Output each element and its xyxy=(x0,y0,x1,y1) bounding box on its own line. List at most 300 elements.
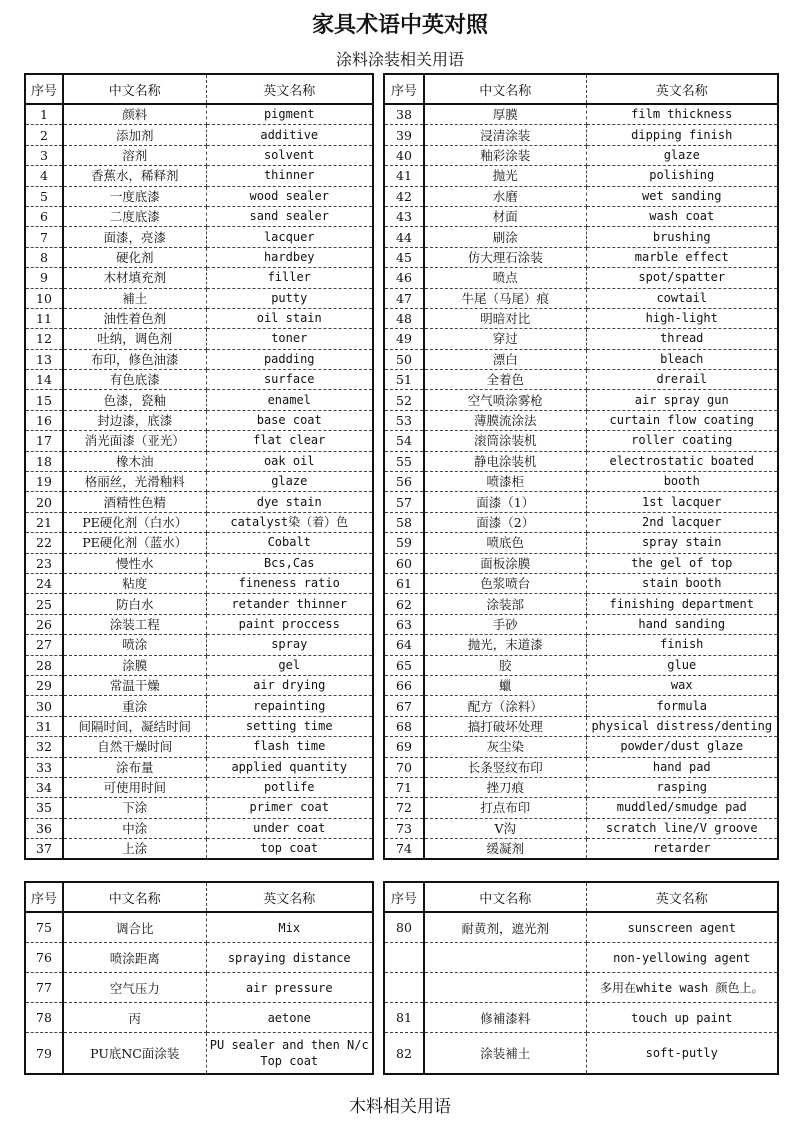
row-number: 40 xyxy=(384,145,424,165)
english-term: under coat xyxy=(206,818,373,838)
english-term: putty xyxy=(206,288,373,308)
header-cn: 中文名称 xyxy=(424,74,586,104)
row-number: 28 xyxy=(25,655,63,675)
chinese-term: 涂装工程 xyxy=(63,614,206,634)
table-row xyxy=(25,533,373,553)
table-row xyxy=(25,798,373,818)
english-term: toner xyxy=(206,329,373,349)
table-row xyxy=(384,288,778,308)
table-row xyxy=(384,390,778,410)
english-term: hand pad xyxy=(586,757,778,777)
chinese-term: 打点布印 xyxy=(424,798,586,818)
chinese-term: 有色底漆 xyxy=(63,370,206,390)
chinese-term: 涂装部 xyxy=(424,594,586,614)
header-cn: 中文名称 xyxy=(424,882,586,912)
english-term: air pressure xyxy=(206,973,373,1003)
row-number: 74 xyxy=(384,839,424,860)
row-number: 15 xyxy=(25,390,63,410)
table-row xyxy=(384,512,778,532)
table-row xyxy=(384,145,778,165)
english-term: dipping finish xyxy=(586,125,778,145)
chinese-term: 手砂 xyxy=(424,614,586,634)
english-term: oil stain xyxy=(206,308,373,328)
row-number: 54 xyxy=(384,431,424,451)
table-row xyxy=(384,798,778,818)
chinese-term: 喷点 xyxy=(424,268,586,288)
row-number: 3 xyxy=(25,145,63,165)
english-term: muddled/smudge pad xyxy=(586,798,778,818)
chinese-term: 二度底漆 xyxy=(63,206,206,226)
english-term: 1st lacquer xyxy=(586,492,778,512)
chinese-term: 色浆喷台 xyxy=(424,573,586,593)
english-term: roller coating xyxy=(586,431,778,451)
header-en: 英文名称 xyxy=(206,74,373,104)
table-row xyxy=(25,104,373,125)
english-term: 2nd lacquer xyxy=(586,512,778,532)
english-term: PU sealer and then N/c Top coat xyxy=(209,1038,369,1068)
chinese-term: 木材填充剂 xyxy=(63,268,206,288)
row-number: 4 xyxy=(25,166,63,186)
table-row xyxy=(384,1033,778,1075)
table-row xyxy=(384,533,778,553)
english-term: filler xyxy=(206,268,373,288)
table-row xyxy=(25,737,373,757)
row-number: 32 xyxy=(25,737,63,757)
english-term: wash coat xyxy=(586,206,778,226)
table-row xyxy=(25,573,373,593)
english-term: thread xyxy=(586,329,778,349)
chinese-term: 自然干燥时间 xyxy=(63,737,206,757)
table-row xyxy=(25,512,373,532)
english-term: physical distress/denting xyxy=(586,716,778,736)
table-row xyxy=(25,308,373,328)
english-term: additive xyxy=(206,125,373,145)
row-number: 18 xyxy=(25,451,63,471)
table-row xyxy=(384,594,778,614)
table-row xyxy=(25,839,373,860)
chinese-term: 水磨 xyxy=(424,186,586,206)
row-number: 59 xyxy=(384,533,424,553)
chinese-term: 刷涂 xyxy=(424,227,586,247)
row-number: 46 xyxy=(384,268,424,288)
header-cn: 中文名称 xyxy=(63,882,206,912)
header-num: 序号 xyxy=(25,882,63,912)
english-term: potlife xyxy=(206,777,373,797)
row-number: 37 xyxy=(25,839,63,860)
table-row xyxy=(384,451,778,471)
english-term: fineness ratio xyxy=(206,573,373,593)
header-num: 序号 xyxy=(384,74,424,104)
chinese-term: 消光面漆（亚光） xyxy=(63,431,206,451)
row-number: 65 xyxy=(384,655,424,675)
english-term: curtain flow coating xyxy=(586,410,778,430)
table-row xyxy=(25,492,373,512)
chinese-term: 喷涂距离 xyxy=(63,943,206,973)
table-row xyxy=(25,777,373,797)
row-number: 49 xyxy=(384,329,424,349)
english-term: sunscreen agent xyxy=(586,912,778,943)
english-term: aetone xyxy=(206,1003,373,1033)
row-number: 67 xyxy=(384,696,424,716)
chinese-term: 静电涂装机 xyxy=(424,451,586,471)
table-row xyxy=(384,472,778,492)
row-number: 23 xyxy=(25,553,63,573)
table-row xyxy=(384,492,778,512)
table-row xyxy=(25,390,373,410)
row-number: 76 xyxy=(25,943,63,973)
row-number: 57 xyxy=(384,492,424,512)
row-number: 24 xyxy=(25,573,63,593)
chinese-term: PE硬化剂（蓝水） xyxy=(63,533,206,553)
chinese-term: 配方（涂料） xyxy=(424,696,586,716)
row-number: 53 xyxy=(384,410,424,430)
row-number: 75 xyxy=(25,912,63,943)
table-row xyxy=(25,635,373,655)
english-term: enamel xyxy=(206,390,373,410)
chinese-term: 胶 xyxy=(424,655,586,675)
chinese-term: 防白水 xyxy=(63,594,206,614)
chinese-term: 牛尾（马尾）痕 xyxy=(424,288,586,308)
english-term: repainting xyxy=(206,696,373,716)
chinese-term: 油性着色剂 xyxy=(63,308,206,328)
english-term: non-yellowing agent xyxy=(586,943,778,973)
header-en: 英文名称 xyxy=(586,74,778,104)
row-number: 25 xyxy=(25,594,63,614)
chinese-term: 硬化剂 xyxy=(63,247,206,267)
chinese-term: 薄膜流涂法 xyxy=(424,410,586,430)
chinese-term xyxy=(424,973,586,1003)
row-number: 41 xyxy=(384,166,424,186)
chinese-term: 长条竖纹布印 xyxy=(424,757,586,777)
english-term: hand sanding xyxy=(586,614,778,634)
row-number: 33 xyxy=(25,757,63,777)
table-row xyxy=(384,737,778,757)
row-number: 64 xyxy=(384,635,424,655)
row-number: 47 xyxy=(384,288,424,308)
row-number: 14 xyxy=(25,370,63,390)
chinese-term: 喷漆柜 xyxy=(424,472,586,492)
english-term: film thickness xyxy=(586,104,778,125)
english-term: air spray gun xyxy=(586,390,778,410)
table-row xyxy=(384,943,778,973)
row-number: 9 xyxy=(25,268,63,288)
terms-table-left xyxy=(24,73,374,860)
english-term: Mix xyxy=(206,912,373,943)
row-number: 16 xyxy=(25,410,63,430)
chinese-term: 酒精性色精 xyxy=(63,492,206,512)
row-number: 2 xyxy=(25,125,63,145)
chinese-term: 缓凝剂 xyxy=(424,839,586,860)
table-row xyxy=(25,912,373,943)
english-term: polishing xyxy=(586,166,778,186)
row-number: 73 xyxy=(384,818,424,838)
chinese-term: 面漆（1） xyxy=(424,492,586,512)
chinese-term: 抛光，末道漆 xyxy=(424,635,586,655)
english-term: booth xyxy=(586,472,778,492)
table-row xyxy=(384,308,778,328)
table-row xyxy=(25,349,373,369)
table-row xyxy=(25,431,373,451)
english-term: spraying distance xyxy=(206,943,373,973)
row-number: 1 xyxy=(25,104,63,125)
chinese-term: 重涂 xyxy=(63,696,206,716)
table-row xyxy=(25,227,373,247)
chinese-term: 漂白 xyxy=(424,349,586,369)
row-number: 69 xyxy=(384,737,424,757)
row-number xyxy=(384,973,424,1003)
row-number: 12 xyxy=(25,329,63,349)
chinese-term: V沟 xyxy=(424,818,586,838)
row-number: 27 xyxy=(25,635,63,655)
english-term: oak oil xyxy=(206,451,373,471)
row-number: 70 xyxy=(384,757,424,777)
chinese-term: 蠟 xyxy=(424,675,586,695)
english-term: bleach xyxy=(586,349,778,369)
english-term: hardbey xyxy=(206,247,373,267)
table-row xyxy=(25,451,373,471)
table-row xyxy=(384,573,778,593)
chinese-term: 空气喷涂雾枪 xyxy=(424,390,586,410)
table-header-row xyxy=(384,882,778,912)
english-term: paint proccess xyxy=(206,614,373,634)
row-number: 56 xyxy=(384,472,424,492)
row-number: 5 xyxy=(25,186,63,206)
table-row xyxy=(25,675,373,695)
table-row xyxy=(384,553,778,573)
table-row xyxy=(384,125,778,145)
chinese-term: 涂布量 xyxy=(63,757,206,777)
chinese-term: 全着色 xyxy=(424,370,586,390)
chinese-term: 香蕉水，稀释剂 xyxy=(63,166,206,186)
english-term: soft-putly xyxy=(645,1046,718,1060)
row-number: 58 xyxy=(384,512,424,532)
table-row xyxy=(25,973,373,1003)
row-number: 78 xyxy=(25,1003,63,1033)
english-term: glue xyxy=(586,655,778,675)
chinese-term: 涂装補土 xyxy=(424,1033,586,1075)
row-number: 63 xyxy=(384,614,424,634)
table-row xyxy=(384,1003,778,1033)
english-term: drerail xyxy=(586,370,778,390)
table-row xyxy=(384,675,778,695)
english-term: padding xyxy=(206,349,373,369)
row-number: 22 xyxy=(25,533,63,553)
english-term: spray stain xyxy=(586,533,778,553)
table-row xyxy=(384,696,778,716)
chinese-term: 挫刀痕 xyxy=(424,777,586,797)
english-term: spray xyxy=(206,635,373,655)
chinese-term: 喷涂 xyxy=(63,635,206,655)
table-row xyxy=(384,655,778,675)
table-row xyxy=(25,1033,373,1075)
chinese-term: 搞打破坏处理 xyxy=(424,716,586,736)
table-row xyxy=(25,1003,373,1033)
table-row xyxy=(25,186,373,206)
table-row xyxy=(384,839,778,860)
row-number: 81 xyxy=(384,1003,424,1033)
row-number: 50 xyxy=(384,349,424,369)
table-row xyxy=(384,635,778,655)
english-term: the gel of top xyxy=(586,553,778,573)
chinese-term: 浸清涂装 xyxy=(424,125,586,145)
table-row xyxy=(25,288,373,308)
chinese-term: 面漆，亮漆 xyxy=(63,227,206,247)
terms-table-right xyxy=(383,73,779,860)
table-row xyxy=(384,370,778,390)
chinese-term: 颜料 xyxy=(63,104,206,125)
table-header-row xyxy=(25,74,373,104)
header-en: 英文名称 xyxy=(206,882,373,912)
table-row xyxy=(25,943,373,973)
chinese-term: 常温干燥 xyxy=(63,675,206,695)
table-row xyxy=(384,973,778,1003)
table-row xyxy=(25,553,373,573)
table-row xyxy=(384,757,778,777)
row-number: 35 xyxy=(25,798,63,818)
chinese-term: 喷底色 xyxy=(424,533,586,553)
table-row xyxy=(25,472,373,492)
chinese-term: PE硬化剂（白水） xyxy=(63,512,206,532)
english-term: stain booth xyxy=(586,573,778,593)
row-number: 82 xyxy=(384,1033,424,1075)
english-term: lacquer xyxy=(206,227,373,247)
row-number: 52 xyxy=(384,390,424,410)
chinese-term: 可使用时间 xyxy=(63,777,206,797)
row-number: 42 xyxy=(384,186,424,206)
row-number: 30 xyxy=(25,696,63,716)
english-term: marble effect xyxy=(586,247,778,267)
terms-table-bottom-right xyxy=(383,881,779,1075)
english-term: high-light xyxy=(586,308,778,328)
terms-table-bottom-left xyxy=(24,881,374,1075)
english-term: powder/dust glaze xyxy=(586,737,778,757)
table-row xyxy=(384,268,778,288)
chinese-term: 涂膜 xyxy=(63,655,206,675)
english-term: gel xyxy=(206,655,373,675)
table-body xyxy=(25,104,373,859)
table-row xyxy=(384,777,778,797)
table-header-row xyxy=(25,882,373,912)
english-term: wet sanding xyxy=(586,186,778,206)
table-body xyxy=(384,912,778,1074)
english-term: thinner xyxy=(206,166,373,186)
row-number: 71 xyxy=(384,777,424,797)
table-row xyxy=(25,268,373,288)
chinese-term xyxy=(424,943,586,973)
english-term: finish xyxy=(586,635,778,655)
chinese-term: 吐纳，调色剂 xyxy=(63,329,206,349)
chinese-term: 丙 xyxy=(63,1003,206,1033)
chinese-term: 下涂 xyxy=(63,798,206,818)
table-row xyxy=(25,716,373,736)
table-row xyxy=(25,410,373,430)
english-term: air drying xyxy=(206,675,373,695)
chinese-term: 抛光 xyxy=(424,166,586,186)
row-number: 17 xyxy=(25,431,63,451)
chinese-term: 布印，修色油漆 xyxy=(63,349,206,369)
english-term: surface xyxy=(206,370,373,390)
row-number: 13 xyxy=(25,349,63,369)
english-term: spot/spatter xyxy=(586,268,778,288)
chinese-term: 空气压力 xyxy=(63,973,206,1003)
english-term: Cobalt xyxy=(206,533,373,553)
table-row xyxy=(384,104,778,125)
chinese-term: 慢性水 xyxy=(63,553,206,573)
chinese-term: 補土 xyxy=(63,288,206,308)
chinese-term: 灰尘染 xyxy=(424,737,586,757)
row-number: 20 xyxy=(25,492,63,512)
row-number: 66 xyxy=(384,675,424,695)
table-row xyxy=(25,594,373,614)
table-row xyxy=(384,329,778,349)
document-title: 家具术语中英对照 xyxy=(311,12,488,38)
row-number: 79 xyxy=(25,1033,63,1075)
row-number: 6 xyxy=(25,206,63,226)
row-number: 34 xyxy=(25,777,63,797)
english-term: brushing xyxy=(586,227,778,247)
chinese-term: 粘度 xyxy=(63,573,206,593)
row-number: 55 xyxy=(384,451,424,471)
english-term: formula xyxy=(586,696,778,716)
english-term: applied quantity xyxy=(206,757,373,777)
section-title-wood: 木料相关用语 xyxy=(349,1097,451,1117)
table-row xyxy=(384,166,778,186)
row-number: 7 xyxy=(25,227,63,247)
chinese-term: 溶剂 xyxy=(63,145,206,165)
chinese-term: 添加剂 xyxy=(63,125,206,145)
english-term: touch up paint xyxy=(586,1003,778,1033)
row-number: 36 xyxy=(25,818,63,838)
row-number: 31 xyxy=(25,716,63,736)
section-title-coatings: 涂料涂装相关用语 xyxy=(335,50,464,69)
chinese-term: 耐黄剂，遮光剂 xyxy=(424,912,586,943)
english-term: electrostatic boated xyxy=(586,451,778,471)
english-term: rasping xyxy=(586,777,778,797)
table-header-row xyxy=(384,74,778,104)
chinese-term: 釉彩涂装 xyxy=(424,145,586,165)
row-number: 80 xyxy=(384,912,424,943)
english-term: primer coat xyxy=(206,798,373,818)
english-term: 多用在white wash 颜色上。 xyxy=(586,973,778,1003)
row-number: 11 xyxy=(25,308,63,328)
row-number: 10 xyxy=(25,288,63,308)
row-number: 38 xyxy=(384,104,424,125)
english-term: cowtail xyxy=(586,288,778,308)
english-term: Bcs,Cas xyxy=(206,553,373,573)
table-row xyxy=(384,614,778,634)
chinese-term: 橡木油 xyxy=(63,451,206,471)
table-row xyxy=(25,247,373,267)
chinese-term: 一度底漆 xyxy=(63,186,206,206)
english-term: catalyst染（着）色 xyxy=(206,512,373,532)
table-row xyxy=(25,370,373,390)
row-number xyxy=(384,943,424,973)
row-number: 26 xyxy=(25,614,63,634)
row-number: 45 xyxy=(384,247,424,267)
table-row xyxy=(25,614,373,634)
chinese-term: 仿大理石涂装 xyxy=(424,247,586,267)
chinese-term: 明暗对比 xyxy=(424,308,586,328)
english-term: dye stain xyxy=(206,492,373,512)
chinese-term: 封边漆，底漆 xyxy=(63,410,206,430)
chinese-term: 面板涂膜 xyxy=(424,553,586,573)
table-row xyxy=(384,227,778,247)
table-row xyxy=(25,818,373,838)
row-number: 8 xyxy=(25,247,63,267)
table-row xyxy=(384,431,778,451)
row-number: 39 xyxy=(384,125,424,145)
chinese-term: 厚膜 xyxy=(424,104,586,125)
